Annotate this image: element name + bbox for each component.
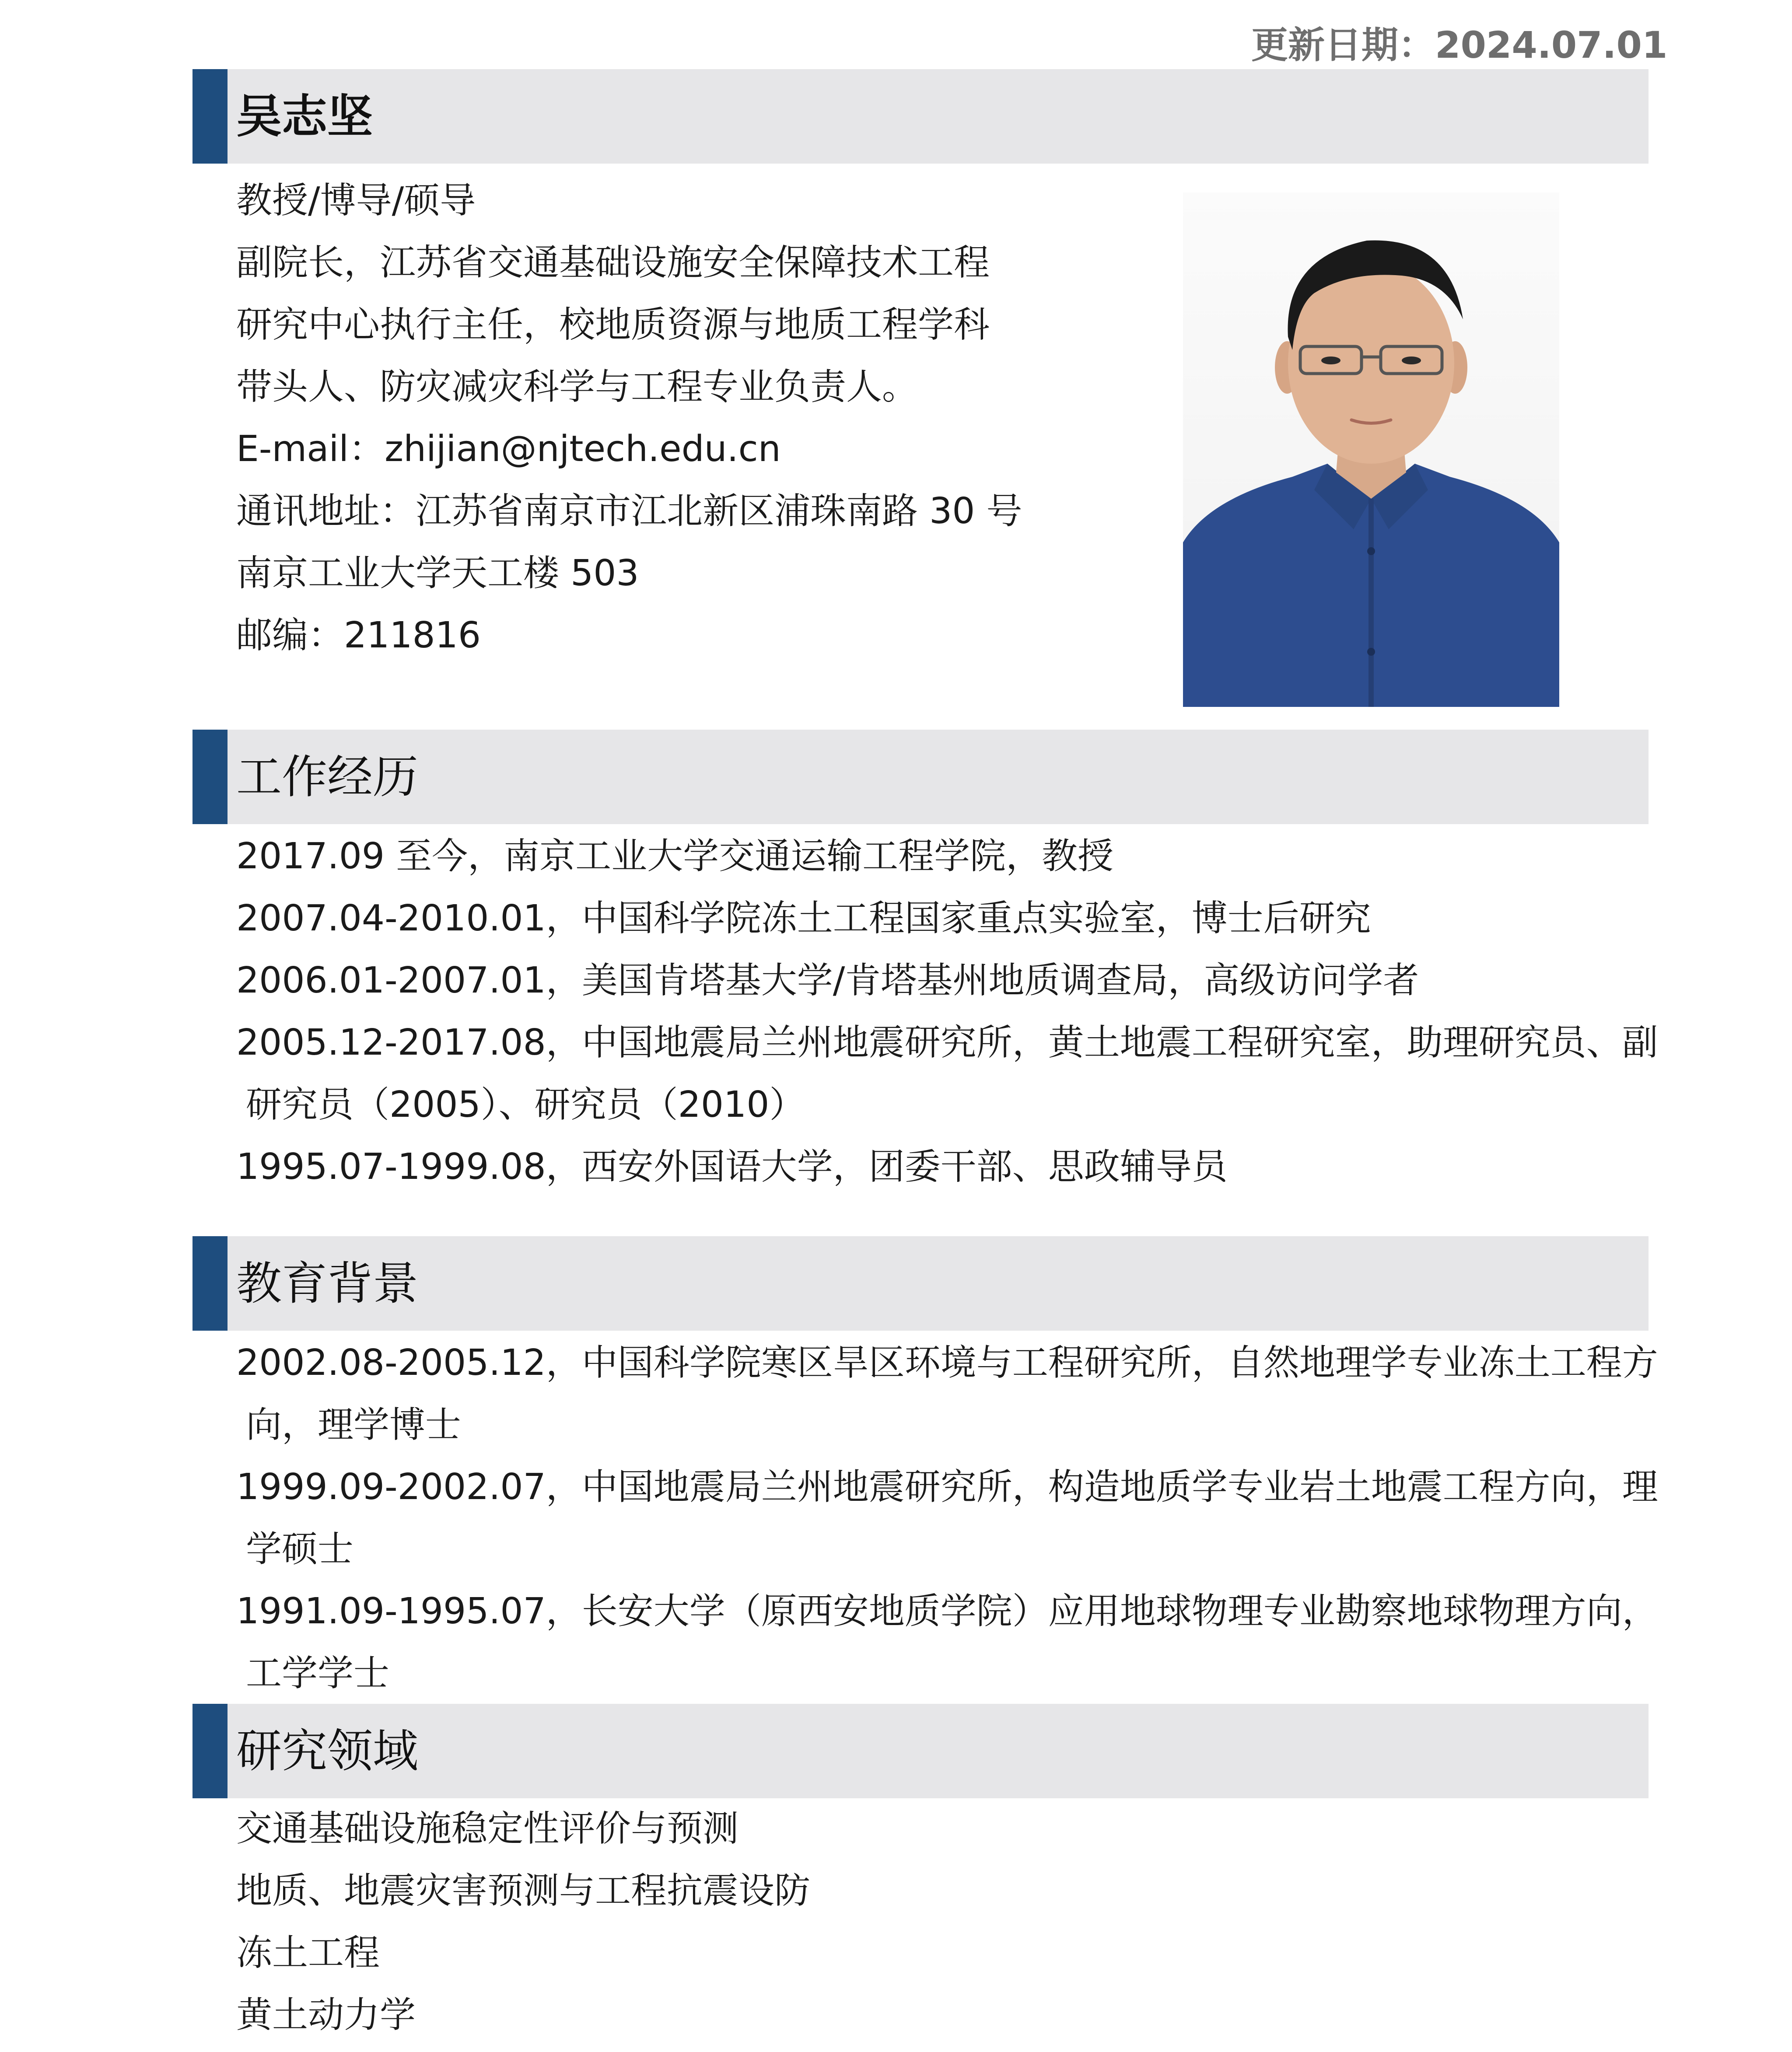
work-section-header bbox=[192, 730, 1648, 824]
education-section-accent-bar bbox=[192, 1236, 228, 1331]
person-name: 吴志坚 bbox=[236, 90, 373, 143]
research-section-title: 研究领域 bbox=[236, 1724, 419, 1778]
profile-email: E-mail：zhijian@njtech.edu.cn bbox=[236, 428, 781, 470]
education-item-2: 1999.09-2002.07，中国地震局兰州地震研究所，构造地质学专业岩土地震工程方向，理 bbox=[236, 1466, 1658, 1508]
name-header-accent-bar bbox=[192, 69, 228, 164]
research-section-header bbox=[192, 1704, 1648, 1798]
profile-address-line-2: 南京工业大学天工楼 503 bbox=[236, 552, 639, 594]
work-item-5: 1995.07-1999.08，西安外国语大学，团委干部、思政辅导员 bbox=[236, 1146, 1228, 1188]
work-section-title: 工作经历 bbox=[236, 750, 419, 804]
research-item-2: 地质、地震灾害预测与工程抗震设防 bbox=[236, 1870, 811, 1912]
work-item-1: 2017.09 至今，南京工业大学交通运输工程学院，教授 bbox=[236, 835, 1114, 877]
work-item-4: 2005.12-2017.08，中国地震局兰州地震研究所，黄土地震工程研究室，助理研究员、副 bbox=[236, 1022, 1658, 1063]
research-item-1: 交通基础设施稳定性评价与预测 bbox=[236, 1808, 739, 1849]
profile-position-line-1: 副院长，江苏省交通基础设施安全保障技术工程 bbox=[236, 242, 990, 283]
profile-postcode: 邮编：211816 bbox=[236, 615, 481, 656]
update-date: 更新日期：2024.07.01 bbox=[1251, 24, 1668, 66]
profile-position-line-3: 带头人、防灾减灾科学与工程专业负责人。 bbox=[236, 366, 918, 408]
education-item-3: 1991.09-1995.07，长安大学（原西安地质学院）应用地球物理专业勘察地球物理方向， bbox=[236, 1591, 1658, 1632]
work-item-3: 2006.01-2007.01，美国肯塔基大学/肯塔基州地质调查局，高级访问学者 bbox=[236, 960, 1419, 1001]
research-item-4: 黄土动力学 bbox=[236, 1994, 416, 2036]
research-section-accent-bar bbox=[192, 1704, 228, 1798]
name-header bbox=[192, 69, 1648, 164]
profile-photo bbox=[1183, 192, 1559, 707]
education-item-3-continuation: 工学学士 bbox=[246, 1653, 390, 1694]
education-item-2-continuation: 学硕士 bbox=[246, 1528, 354, 1570]
work-item-2: 2007.04-2010.01，中国科学院冻土工程国家重点实验室，博士后研究 bbox=[236, 898, 1371, 939]
profile-address-line-1: 通讯地址：江苏省南京市江北新区浦珠南路 30 号 bbox=[236, 490, 1022, 532]
education-item-1: 2002.08-2005.12，中国科学院寒区旱区环境与工程研究所，自然地理学专业冻土工程方 bbox=[236, 1342, 1658, 1384]
education-section-header bbox=[192, 1236, 1648, 1331]
education-section-title: 教育背景 bbox=[236, 1257, 419, 1310]
research-item-3: 冻土工程 bbox=[236, 1932, 380, 1974]
work-item-4-continuation: 研究员（2005）、研究员（2010） bbox=[246, 1084, 805, 1126]
profile-position-line-2: 研究中心执行主任，校地质资源与地质工程学科 bbox=[236, 304, 990, 346]
education-item-1-continuation: 向，理学博士 bbox=[246, 1404, 462, 1446]
work-section-accent-bar bbox=[192, 730, 228, 824]
profile-title: 教授/博导/硕导 bbox=[236, 180, 476, 221]
